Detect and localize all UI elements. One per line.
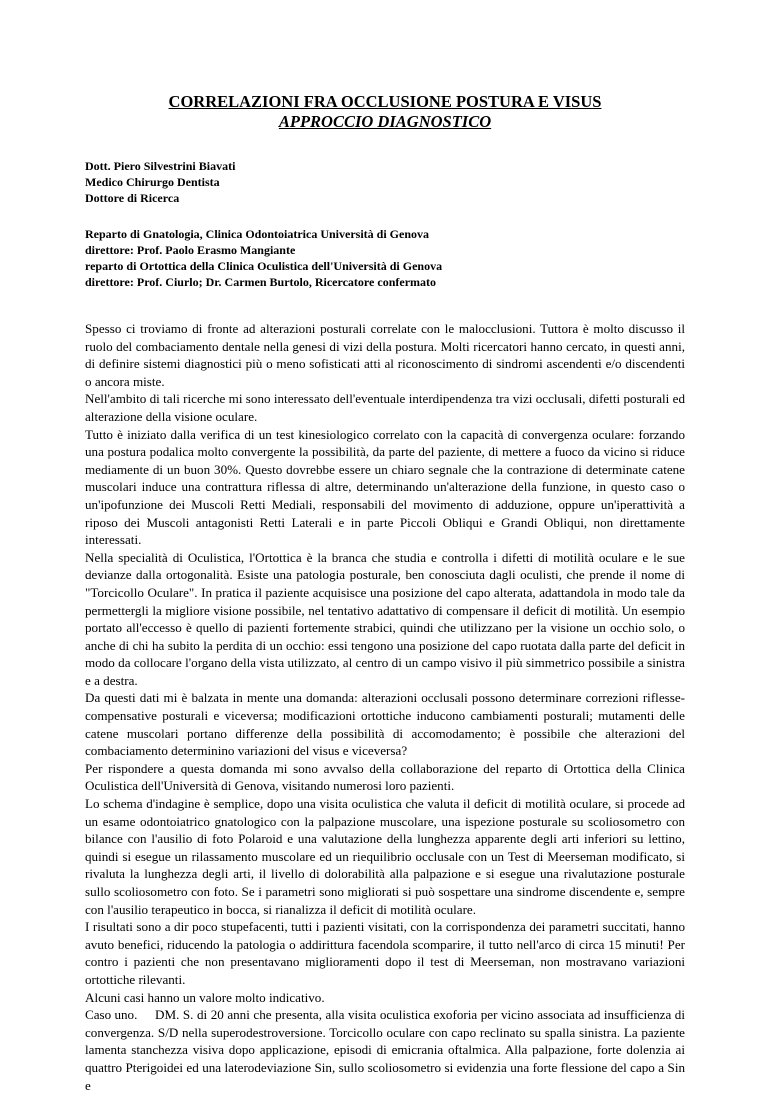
document-page: [85, 0, 685, 1094]
case-one-label: Caso uno.: [85, 1007, 138, 1023]
paragraph: Tutto è iniziato dalla verifica di un test kinesiologico correlato con la capacità di convergenza oculare: forzando una postura podalica molto convergente la possibilità, da parte del paziente, di mettere a fuoco da vicino si riduce mediamente di un buon 30%. Questo dovrebbe essere un chiaro segnale che la contrazione di determinate catene muscolari induce una contrattura riflessa di altre, determinando un'alterazione della funzione, in questo caso o un'ipofunzione dei Muscoli Retti Mediali, responsabili del movimento di adduzione, oppure un'iperattività a riposo dei Muscoli antagonisti Retti Laterali e in parte Piccoli Obliqui e Grandi Obliqui, non direttamente interessati.: [85, 426, 685, 548]
author-block: [85, 158, 685, 206]
case-one-paragraph: [85, 1006, 685, 1094]
paragraph: Per rispondere a questa domanda mi sono avvalso della collaborazione del reparto di Ortottica della Clinica Oculistica dell'Università di Genova, visitando numerosi loro pazienti.: [85, 760, 685, 794]
affiliation-line: direttore: Prof. Ciurlo; Dr. Carmen Burtolo, Ricercatore confermato: [85, 275, 437, 289]
affiliation-line: reparto di Ortottica della Clinica Oculistica dell'Università di Genova: [85, 259, 443, 273]
author-title: Medico Chirurgo Dentista: [85, 175, 220, 189]
affiliation-block: [85, 226, 685, 290]
document-title: CORRELAZIONI FRA OCCLUSIONE POSTURA E VISUS: [168, 92, 602, 111]
paragraph: Nella specialità di Oculistica, l'Ortottica è la branca che studia e controlla i difetti di motilità oculare e le sue devianze dalla ortogonalità. Esiste una patologia posturale, ben conosciuta dagli oculisti, che prende il nome di "Torcicollo Oculare". In pratica il paziente acquisisce una posizione del capo alterata, adattandola in modo tale da permettergli la migliore visione possibile, nel tentativo adattativo di compensare il deficit di motilità. Un esempio portato all'eccesso è quello di pazienti fortemente strabici, quindi che utilizzano per la visione un occhio solo, o anche di chi ha subito la perdita di un occhio: essi tengono una posizione del capo ruotata dalla parte del deficit in modo da collocare l'organo della vista utilizzato, al centro di un campo visivo il più simmetrico possibile a sinistra e a destra.: [85, 549, 685, 688]
paragraph: Spesso ci troviamo di fronte ad alterazioni posturali correlate con le malocclusioni. Tuttora è molto discusso il ruolo del combaciamento dentale nella genesi di vizi della postura. Molti ricercatori hanno cercato, in questi anni, di definire sistemi diagnostici più o meno sofisticati atti al riconoscimento di sindromi ascendenti e/o discendenti o ancora miste.: [85, 321, 685, 389]
document-subtitle: APPROCCIO DIAGNOSTICO: [278, 112, 492, 131]
paragraph: Nell'ambito di tali ricerche mi sono interessato dell'eventuale interdipendenza tra vizi occlusali, difetti posturali ed alterazione della visione oculare.: [85, 391, 685, 424]
paragraph: Alcuni casi hanno un valore molto indicativo.: [85, 989, 325, 1005]
case-one-text: DM. S. di 20 anni che presenta, alla visita oculistica exoforia per vicino associata ad insufficienza di convergenza. S/D nella superodestroversione. Torcicollo oculare con capo reclinato su spalla sinistra. La paziente lamenta stanchezza visiva dopo applicazione, episodi di emicrania oftalmica. Alla palpazione, forte dolenzia ai quattro Pterigoidei ed una laterodeviazione Sin, sullo scoliosometro si evidenzia una forte flessione del capo a Sin e: [85, 1007, 685, 1093]
affiliation-line: direttore: Prof. Paolo Erasmo Mangiante: [85, 243, 296, 257]
author-name: Dott. Piero Silvestrini Biavati: [85, 159, 236, 173]
affiliation-line: Reparto di Gnatologia, Clinica Odontoiatrica Università di Genova: [85, 227, 429, 241]
author-degree: Dottore di Ricerca: [85, 191, 180, 205]
body-text: [85, 320, 685, 1094]
paragraph: Da questi dati mi è balzata in mente una domanda: alterazioni occlusali possono determinare correzioni riflesse-compensative posturali e viceversa; modificazioni ortottiche inducono cambiamenti posturali; mutamenti delle catene muscolari portano differenze della possibilità di accomodamento; è possibile che alterazioni del combaciamento determinino variazioni del visus e viceversa?: [85, 690, 685, 759]
paragraph: I risultati sono a dir poco stupefacenti, tutti i pazienti visitati, con la corrispondenza dei parametri succitati, hanno avuto benefici, riducendo la patologia o addirittura facendola scomparire, il tutto nell'arco di circa 15 minuti! Per contro i pazienti che non presentavano miglioramenti dopo il test di Meerseman, non mostravano variazioni ortottiche rilevanti.: [85, 919, 685, 987]
paragraph: Lo schema d'indagine è semplice, dopo una visita oculistica che valuta il deficit di motilità oculare, si procede ad un esame odontoiatrico gnatologico con la palpazione muscolare, una ispezione posturale su scoliosometro con bilance con l'ausilio di foto Polaroid e una valutazione della lunghezza apparente degli arti inferiori su lettino, quindi si esegue un rilassamento muscolare ed un riequilibrio occlusale con un Test di Meerseman modificato, si rivaluta la lunghezza degli arti, il livello di dolorabilità alla palpazione e si esegue una rivalutazione posturale sullo scoliosometro con foto. Se i parametri sono migliorati si può sospettare una sindrome discendente e, sempre con l'ausilio terapeutico in bocca, si rianalizza il deficit di motilità oculare.: [85, 796, 685, 917]
